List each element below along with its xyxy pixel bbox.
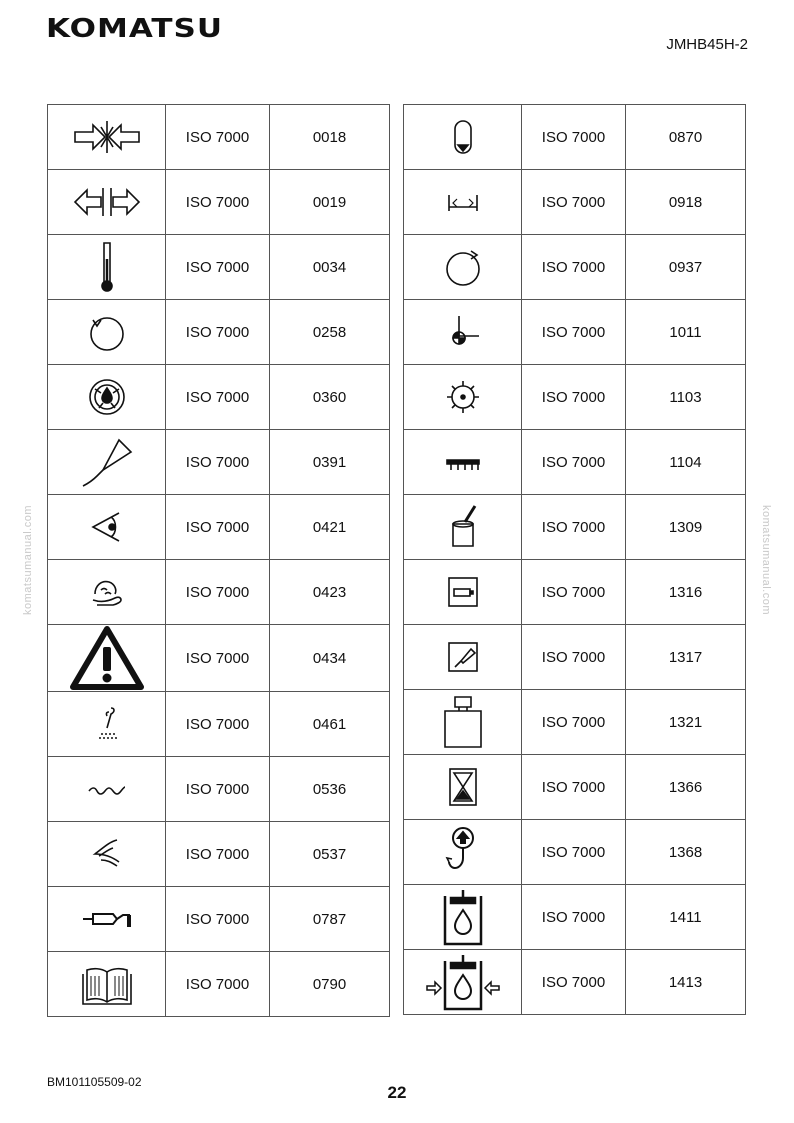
table-row <box>48 495 390 560</box>
komatsu-logo: KOMATSU <box>46 14 224 44</box>
eye-inspection-icon <box>48 509 165 545</box>
standard-cell: ISO 7000 <box>522 560 626 625</box>
symbol-cell <box>404 885 522 950</box>
reference-number-cell: 0360 <box>270 365 390 430</box>
standard-cell: ISO 7000 <box>522 105 626 170</box>
grease-tube-icon <box>48 434 165 490</box>
reference-number-cell: 0536 <box>270 757 390 822</box>
table-row <box>48 625 390 692</box>
standard-cell: ISO 7000 <box>166 952 270 1017</box>
circular-arrow-rotation-icon <box>48 310 165 354</box>
arrows-apart-expansion-icon <box>48 182 165 222</box>
reference-number-cell: 0787 <box>270 887 390 952</box>
symbol-cell <box>404 950 522 1015</box>
watermark-left: komatsumanual.com <box>22 505 34 615</box>
standard-cell: ISO 7000 <box>166 235 270 300</box>
table-row <box>48 300 390 365</box>
symbol-cell <box>404 495 522 560</box>
symbol-cell <box>48 887 166 952</box>
reference-number-cell: 1411 <box>626 885 746 950</box>
table-row <box>48 430 390 495</box>
symbol-cell <box>48 235 166 300</box>
weight-mass-icon <box>404 693 521 751</box>
hydraulic-press-icon <box>404 886 521 948</box>
paint-can-brush-icon <box>404 502 521 552</box>
reference-number-cell: 0937 <box>626 235 746 300</box>
symbol-cell <box>404 105 522 170</box>
symbol-cell <box>404 170 522 235</box>
reference-number-cell: 1413 <box>626 950 746 1015</box>
table-row <box>48 822 390 887</box>
table-row <box>48 952 390 1017</box>
standard-cell: ISO 7000 <box>166 625 270 692</box>
reference-number-cell: 0258 <box>270 300 390 365</box>
standard-cell: ISO 7000 <box>522 950 626 1015</box>
standard-cell: ISO 7000 <box>166 495 270 560</box>
standard-cell: ISO 7000 <box>522 820 626 885</box>
warning-triangle-icon <box>48 625 165 691</box>
reference-number-cell: 1321 <box>626 690 746 755</box>
standard-cell: ISO 7000 <box>522 170 626 235</box>
lifting-hook-icon <box>404 824 521 880</box>
standard-cell: ISO 7000 <box>522 755 626 820</box>
page-number: 22 <box>387 1083 407 1102</box>
symbol-cell <box>404 235 522 300</box>
table-row <box>48 692 390 757</box>
standard-cell: ISO 7000 <box>522 430 626 495</box>
welding-icon <box>48 704 165 744</box>
reference-number-cell: 1317 <box>626 625 746 690</box>
symbol-cell <box>48 560 166 625</box>
table-row <box>48 365 390 430</box>
opposing-arrows-compression-icon <box>48 115 165 159</box>
reference-number-cell: 1309 <box>626 495 746 560</box>
standard-cell: ISO 7000 <box>166 822 270 887</box>
standard-cell: ISO 7000 <box>166 757 270 822</box>
reference-number-cell: 1366 <box>626 755 746 820</box>
symbol-cell <box>48 952 166 1017</box>
gear-wheel-icon <box>404 377 521 417</box>
symbol-cell <box>48 822 166 887</box>
grease-in-box-icon <box>404 639 521 675</box>
table-row <box>404 625 746 690</box>
hourglass-icon <box>404 765 521 809</box>
standard-cell: ISO 7000 <box>522 300 626 365</box>
oil-can-icon <box>48 906 165 932</box>
standard-cell: ISO 7000 <box>522 365 626 430</box>
watermark-right: komatsumanual.com <box>760 505 772 615</box>
reference-number-cell: 0034 <box>270 235 390 300</box>
symbol-cell <box>48 757 166 822</box>
symbol-cell <box>404 300 522 365</box>
symbol-cell <box>404 560 522 625</box>
reference-number-cell: 0790 <box>270 952 390 1017</box>
standard-cell: ISO 7000 <box>522 690 626 755</box>
table-row <box>48 235 390 300</box>
table-row <box>404 235 746 300</box>
standard-cell: ISO 7000 <box>166 300 270 365</box>
symbol-cell <box>48 105 166 170</box>
table-row <box>404 885 746 950</box>
symbol-cell <box>404 820 522 885</box>
standard-cell: ISO 7000 <box>166 887 270 952</box>
symbol-cell <box>48 692 166 757</box>
grease-nipple-rail-icon <box>404 452 521 472</box>
standard-cell: ISO 7000 <box>522 495 626 560</box>
table-row <box>404 495 746 560</box>
table-row <box>48 757 390 822</box>
table-row <box>404 560 746 625</box>
symbol-cell <box>48 495 166 560</box>
water-waves-icon <box>48 779 165 799</box>
accumulator-icon <box>404 115 521 159</box>
table-row <box>404 755 746 820</box>
reference-number-cell: 0461 <box>270 692 390 757</box>
table-row <box>48 560 390 625</box>
symbol-cell <box>404 430 522 495</box>
standard-cell: ISO 7000 <box>522 885 626 950</box>
reference-number-cell: 1103 <box>626 365 746 430</box>
rotation-circle-icon <box>404 245 521 289</box>
symbol-cell <box>404 365 522 430</box>
reference-number-cell: 0918 <box>626 170 746 235</box>
table-row <box>404 820 746 885</box>
reference-number-cell: 0018 <box>270 105 390 170</box>
table-row <box>404 170 746 235</box>
reference-number-cell: 0421 <box>270 495 390 560</box>
thermometer-icon <box>48 239 165 295</box>
reference-number-cell: 1368 <box>626 820 746 885</box>
symbol-cell <box>404 755 522 820</box>
center-of-gravity-icon <box>404 312 521 352</box>
table-row <box>48 170 390 235</box>
hydraulic-press-arrows-icon <box>404 951 521 1013</box>
standard-cell: ISO 7000 <box>166 560 270 625</box>
reference-number-cell: 1316 <box>626 560 746 625</box>
table-row <box>404 430 746 495</box>
standard-cell: ISO 7000 <box>166 105 270 170</box>
fuel-drop-in-circle-icon <box>48 375 165 419</box>
document-code: BM101105509-02 <box>47 1075 142 1089</box>
battery-in-box-icon <box>404 574 521 610</box>
standard-cell: ISO 7000 <box>522 625 626 690</box>
symbol-cell <box>48 170 166 235</box>
dimension-measure-icon <box>404 189 521 215</box>
table-row <box>48 887 390 952</box>
reference-number-cell: 1104 <box>626 430 746 495</box>
reference-number-cell: 0434 <box>270 625 390 692</box>
standard-cell: ISO 7000 <box>166 430 270 495</box>
table-row <box>404 105 746 170</box>
symbol-table-right <box>403 104 746 1015</box>
symbol-cell <box>48 365 166 430</box>
table-row <box>48 105 390 170</box>
reference-number-cell: 1011 <box>626 300 746 365</box>
air-flow-icon <box>48 834 165 874</box>
table-row <box>404 950 746 1015</box>
symbol-cell <box>48 430 166 495</box>
symbol-cell <box>48 300 166 365</box>
symbol-cell <box>404 625 522 690</box>
hand-cleaning-icon <box>48 572 165 612</box>
symbol-table-left <box>47 104 390 1017</box>
table-row <box>404 690 746 755</box>
reference-number-cell: 0019 <box>270 170 390 235</box>
table-row <box>404 365 746 430</box>
reference-number-cell: 0423 <box>270 560 390 625</box>
symbol-cell <box>404 690 522 755</box>
standard-cell: ISO 7000 <box>166 365 270 430</box>
model-code: JMHB45H-2 <box>666 36 748 53</box>
reference-number-cell: 0870 <box>626 105 746 170</box>
standard-cell: ISO 7000 <box>166 692 270 757</box>
standard-cell: ISO 7000 <box>166 170 270 235</box>
symbol-cell <box>48 625 166 692</box>
operator-manual-book-icon <box>48 962 165 1006</box>
reference-number-cell: 0537 <box>270 822 390 887</box>
table-row <box>404 300 746 365</box>
standard-cell: ISO 7000 <box>522 235 626 300</box>
reference-number-cell: 0391 <box>270 430 390 495</box>
